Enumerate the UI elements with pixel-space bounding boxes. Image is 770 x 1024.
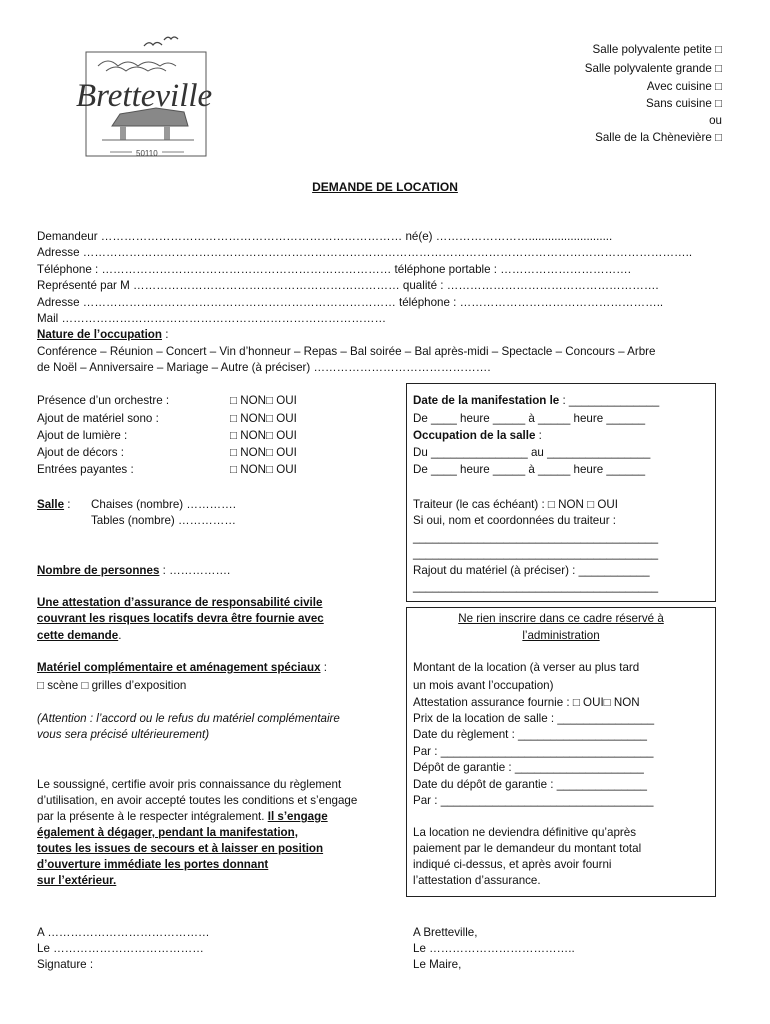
box2-line-par-1[interactable]: Par : _________________________________ <box>413 745 654 758</box>
box2-header-1: Ne rien inscrire dans ce cadre réservé à <box>458 612 664 625</box>
salle-label <box>37 497 71 513</box>
box1-date-label: Date de la manifestation le <box>413 394 560 407</box>
certify-line-3-plain: par la présente à le respecter intégralement. <box>37 810 268 823</box>
logo-name: Bretteville <box>76 78 213 114</box>
box1-time-2[interactable]: De ____ heure _____ à _____ heure ______ <box>413 463 646 476</box>
option-choice-orchestre[interactable]: □ NON□ OUI <box>230 394 297 407</box>
room-option-petite[interactable]: Salle polyvalente petite □ <box>592 43 722 56</box>
box1-date[interactable] <box>413 393 659 409</box>
option-label-decors: Ajout de décors : <box>37 446 125 459</box>
field-adresse[interactable]: Adresse ………………………………………………………………………………………………………………………………………….. <box>37 246 693 259</box>
box1-traiteur[interactable]: Traiteur (le cas échéant) : □ NON □ OUI <box>413 498 618 511</box>
insurance-end: . <box>118 629 122 642</box>
box2-final-4: l’attestation d’assurance. <box>413 874 541 887</box>
bretteville-logo <box>76 32 216 160</box>
box2-line-occupation: un mois avant l’occupation) <box>413 679 554 692</box>
nature-heading <box>37 327 168 343</box>
room-option-ou: ou <box>709 114 722 127</box>
box1-occupation-rest: : <box>535 429 542 442</box>
box2-final-1: La location ne deviendra définitive qu’après <box>413 826 637 839</box>
signature-date[interactable]: Le ………………………………… <box>37 942 204 955</box>
salle-chaises[interactable]: Chaises (nombre) …………. <box>91 498 236 511</box>
option-choice-decors[interactable]: □ NON□ OUI <box>230 446 297 459</box>
box1-occupation-label: Occupation de la salle <box>413 429 536 442</box>
box2-line-date-depot[interactable]: Date du dépôt de garantie : ______________ <box>413 778 648 791</box>
box2-line-montant: Montant de la location (à verser au plus tard <box>413 661 640 674</box>
certify-line-3 <box>37 809 328 825</box>
persons-value: : ……………. <box>159 564 231 577</box>
mayor-place: A Bretteville, <box>413 926 478 939</box>
certify-line-1: Le soussigné, certifie avoir pris connaissance du règlement <box>37 778 342 791</box>
salle-tables[interactable]: Tables (nombre) …………… <box>91 514 236 527</box>
option-label-orchestre: Présence d’un orchestre : <box>37 394 170 407</box>
field-adresse-2[interactable]: Adresse ……………………………………………………………………… téléphone : …………………………………………….. <box>37 296 664 309</box>
room-option-sans-cuisine[interactable]: Sans cuisine □ <box>646 97 722 110</box>
materiel-items[interactable]: □ scène □ grilles d’exposition <box>37 679 187 692</box>
certify-line-3-bold: Il s’engage <box>267 810 328 823</box>
insurance-line-3 <box>37 628 121 644</box>
box2-line-date-reglement[interactable]: Date du règlement : ____________________ <box>413 728 648 741</box>
logo-postcode: 50110 <box>136 149 158 158</box>
salle-label-text: Salle <box>37 498 65 511</box>
option-choice-entrees[interactable]: □ NON□ OUI <box>230 463 297 476</box>
materiel-colon: : <box>320 661 327 674</box>
box2-header-2: l’administration <box>522 629 600 642</box>
insurance-line-3-text: cette demande <box>37 629 119 642</box>
persons-label: Nombre de personnes <box>37 564 160 577</box>
materiel-note-1: (Attention : l’accord ou le refus du matériel complémentaire <box>37 712 340 725</box>
box1-blank-1[interactable]: ______________________________________ <box>413 531 659 544</box>
certify-bold-line-1: également à dégager, pendant la manifestation, <box>37 826 298 839</box>
field-mail[interactable]: Mail ………………………………………………………………………… <box>37 312 387 325</box>
persons-field[interactable] <box>37 563 230 579</box>
room-option-chenevière[interactable]: Salle de la Chènevière □ <box>595 131 722 144</box>
box1-traiteur-info: Si oui, nom et coordonnées du traiteur : <box>413 514 617 527</box>
mayor-date[interactable]: Le ……………………………….. <box>413 942 575 955</box>
signature-label: Signature : <box>37 958 94 971</box>
salle-colon: : <box>64 498 71 511</box>
field-demandeur[interactable]: Demandeur …………………………………………………………………… né(e) …………………….......................... <box>37 230 613 243</box>
field-telephone[interactable]: Téléphone : ………………………………………………………………… téléphone portable : ……………………………. <box>37 263 631 276</box>
box1-time-1[interactable]: De ____ heure _____ à _____ heure ______ <box>413 412 646 425</box>
box1-rajout[interactable]: Rajout du matériel (à préciser) : ___________ <box>413 564 650 577</box>
materiel-heading-text: Matériel complémentaire et aménagement spéciaux <box>37 661 321 674</box>
materiel-note-2: vous sera précisé ultérieurement) <box>37 728 210 741</box>
box2-line-depot[interactable]: Dépôt de garantie : ____________________ <box>413 761 644 774</box>
option-label-lumiere: Ajout de lumière : <box>37 429 128 442</box>
box1-blank-2[interactable]: ______________________________________ <box>413 547 659 560</box>
room-option-grande[interactable]: Salle polyvalente grande □ <box>584 62 722 75</box>
box1-date-rest: : ______________ <box>559 394 660 407</box>
logo-graphic <box>76 32 216 160</box>
box1-du-au[interactable]: Du _______________ au ________________ <box>413 446 651 459</box>
room-option-avec-cuisine[interactable]: Avec cuisine □ <box>646 80 722 93</box>
box2-line-attestation[interactable]: Attestation assurance fournie : □ OUI□ NON <box>413 696 640 709</box>
option-label-sono: Ajout de matériel sono : <box>37 412 159 425</box>
box2-line-par-2[interactable]: Par : _________________________________ <box>413 794 654 807</box>
nature-line-1: Conférence – Réunion – Concert – Vin d’honneur – Repas – Bal soirée – Bal après-midi – Spectacle – Concours – Arbre <box>37 345 656 358</box>
nature-colon: : <box>161 328 169 341</box>
option-label-entrees: Entrées payantes : <box>37 463 134 476</box>
insurance-line-2: couvrant les risques locatifs devra être fournie avec <box>37 612 324 625</box>
field-represente[interactable]: Représenté par M …………………………………………………………… qualité : ………………………………………………. <box>37 279 659 292</box>
page-title: DEMANDE DE LOCATION <box>312 180 458 194</box>
certify-line-2: d’utilisation, en avoir accepté toutes les conditions et s’engage <box>37 794 358 807</box>
option-choice-lumiere[interactable]: □ NON□ OUI <box>230 429 297 442</box>
box1-blank-3[interactable]: ______________________________________ <box>413 580 659 593</box>
materiel-heading <box>37 660 327 676</box>
box2-final-2: paiement par le demandeur du montant total <box>413 842 642 855</box>
certify-bold-line-2: toutes les issues de secours et à laisser en position <box>37 842 324 855</box>
nature-heading-label: Nature de l’occupation <box>37 328 162 341</box>
certify-bold-line-4: sur l’extérieur. <box>37 874 117 887</box>
box2-final-3: indiqué ci-dessus, et après avoir fourni <box>413 858 612 871</box>
insurance-line-1: Une attestation d’assurance de responsabilité civile <box>37 596 323 609</box>
option-choice-sono[interactable]: □ NON□ OUI <box>230 412 297 425</box>
signature-place[interactable]: A …………………………………… <box>37 926 210 939</box>
box1-occupation <box>413 428 542 444</box>
box2-line-prix[interactable]: Prix de la location de salle : _______________ <box>413 712 655 725</box>
certify-bold-line-3: d’ouverture immédiate les portes donnant <box>37 858 269 871</box>
nature-line-2[interactable]: de Noël – Anniversaire – Mariage – Autre (à préciser) ………………………………………. <box>37 361 491 374</box>
mayor-label: Le Maire, <box>413 958 462 971</box>
